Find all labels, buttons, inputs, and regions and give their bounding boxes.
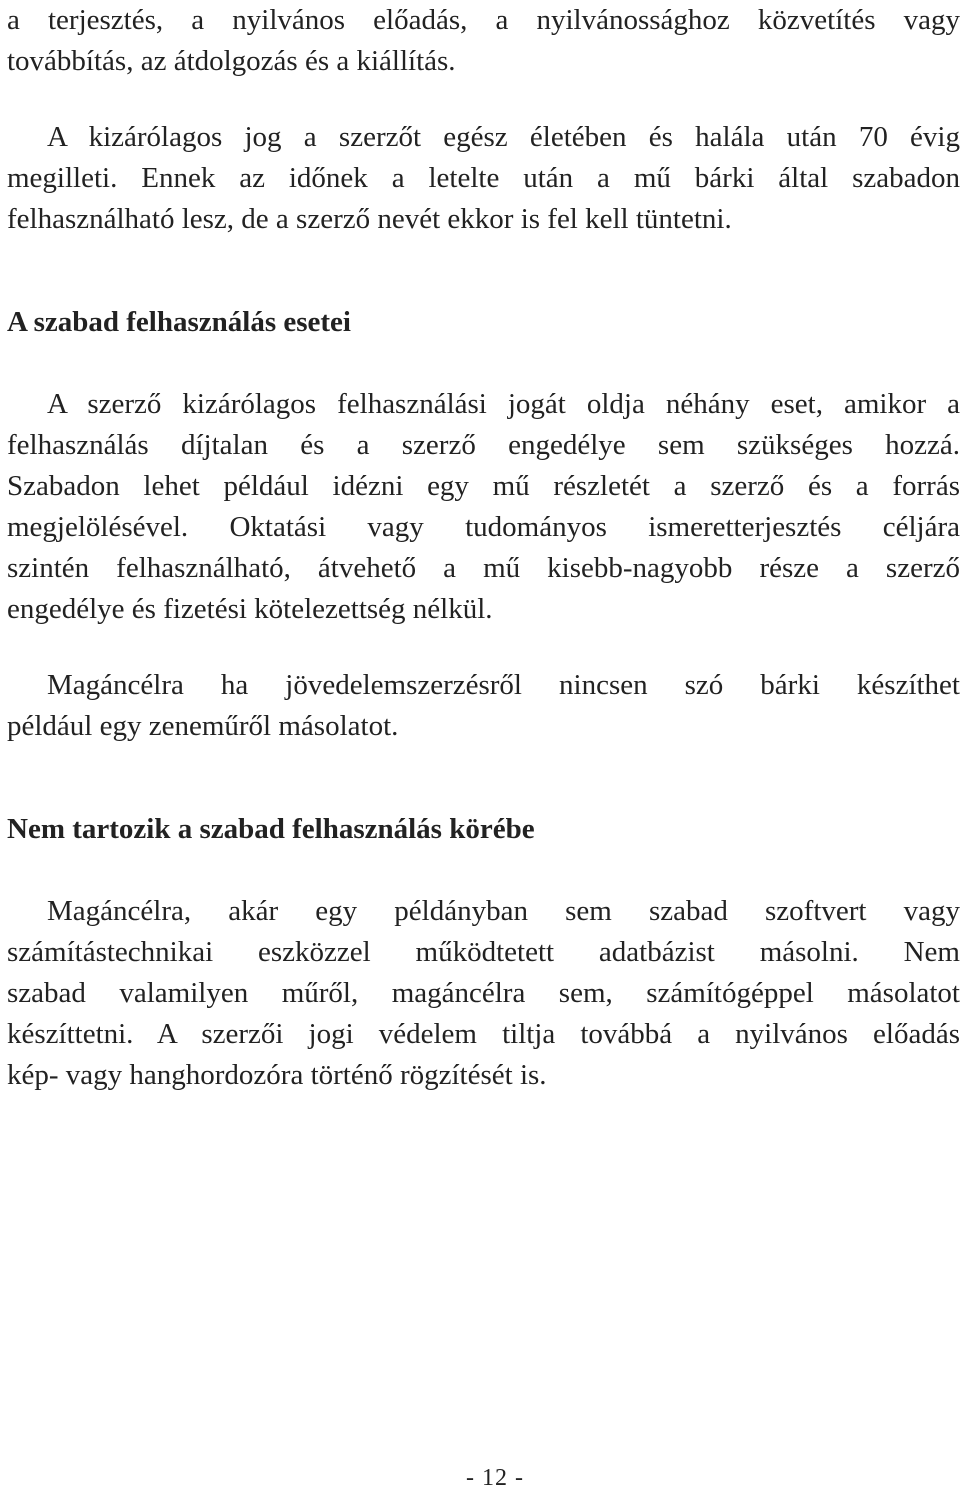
text-line: megjelölésével. Oktatási vagy tudományos ismeretterjesztés céljára — [7, 511, 960, 543]
text-line: kép- vagy hanghordozóra történő rögzítését is. — [7, 1059, 547, 1091]
text-line: készíttetni. A szerzői jogi védelem tiltja továbbá a nyilvános előadás — [7, 1018, 960, 1050]
text-line: megilleti. Ennek az időnek a letelte után a mű bárki által szabadon — [7, 162, 960, 194]
text-line: felhasználható lesz, de a szerző nevét ekkor is fel kell tüntetni. — [7, 203, 732, 235]
text-line: Magáncélra, akár egy példányban sem szabad szoftvert vagy — [47, 895, 960, 927]
section-heading-not-free-use: Nem tartozik a szabad felhasználás körébe — [7, 813, 535, 845]
page-number-text: - 12 - — [466, 1465, 524, 1491]
text-line: szintén felhasználható, átvehető a mű kisebb-nagyobb része a szerző — [7, 552, 960, 584]
text-line: Magáncélra ha jövedelemszerzésről nincsen szó bárki készíthet — [47, 669, 960, 701]
text-line: továbbítás, az átdolgozás és a kiállítás. — [7, 45, 456, 77]
text-line: szabad valamilyen műről, magáncélra sem, számítógéppel másolatot — [7, 977, 960, 1009]
intro-paragraph-1 — [7, 0, 960, 82]
text-line: A kizárólagos jog a szerzőt egész életében és halála után 70 évig — [47, 121, 960, 153]
section-heading-free-use: A szabad felhasználás esetei — [7, 306, 351, 338]
text-line: Szabadon lehet például idézni egy mű részletét a szerző és a forrás — [7, 470, 960, 502]
free-use-paragraph-1 — [7, 384, 960, 630]
text-line: A szerző kizárólagos felhasználási jogát oldja néhány eset, amikor a — [47, 388, 960, 420]
document-page — [7, 0, 960, 1096]
text-line: számítástechnikai eszközzel működtetett adatbázist másolni. Nem — [7, 936, 960, 968]
intro-paragraph-2 — [7, 117, 960, 240]
text-line: engedélye és fizetési kötelezettség nélkül. — [7, 593, 493, 625]
text-line: például egy zeneműről másolatot. — [7, 710, 399, 742]
text-line: felhasználás díjtalan és a szerző engedélye sem szükséges hozzá. — [7, 429, 960, 461]
text-line: a terjesztés, a nyilvános előadás, a nyilvánossághoz közvetítés vagy — [7, 4, 960, 36]
free-use-paragraph-2 — [7, 665, 960, 747]
not-free-use-paragraph — [7, 891, 960, 1096]
